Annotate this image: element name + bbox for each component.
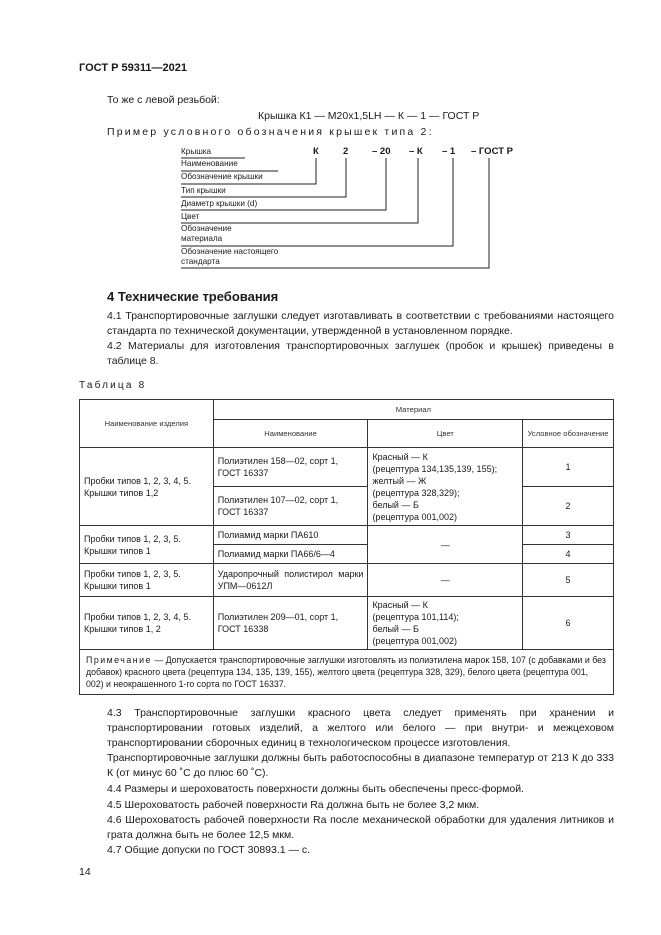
diagram-seg-standard: – ГОСТ Р (471, 146, 513, 157)
cell-item: Пробки типов 1, 2, 3, 5. Крышки типов 1 (80, 564, 214, 597)
cell-code: 2 (523, 487, 614, 526)
diagram-seg-diameter: – 20 (372, 146, 391, 157)
color-line: (рецептура 001,002) (372, 511, 458, 522)
cell-code: 6 (523, 597, 614, 650)
th-item: Наименование изделия (80, 400, 214, 448)
color-line: (рецептура 134,135,139, 155); (372, 463, 498, 474)
cell-code: 1 (523, 448, 614, 487)
color-line: белый — Б (372, 499, 419, 510)
paragraph-4-1-text: 4.1 Транспортировочные заглушки следует изготавливать в соответствии с требованиями настоящего стандарта по технической документации, утвержденной в установленном порядке. (107, 310, 614, 337)
diagram-seg-color: – К (409, 146, 423, 157)
table-row (80, 448, 614, 487)
cell-item: Пробки типов 1, 2, 3, 5. Крышки типов 1 (80, 526, 214, 564)
diagram-label-standard: Обозначение настоящего стандарта (181, 247, 279, 266)
cell-color-group2: — (368, 526, 523, 564)
color-line: (рецептура 101,114); (372, 612, 459, 622)
cell-name: Полиэтилен 209—01, сорт 1, ГОСТ 16338 (213, 597, 368, 650)
diagram-seg-material: – 1 (442, 146, 456, 157)
cell-code: 4 (523, 545, 614, 564)
diagram-label-color: Цвет (181, 212, 200, 221)
cell-name: Полиэтилен 158—02, сорт 1, ГОСТ 16337 (213, 448, 368, 487)
table-note (80, 650, 614, 695)
th-color: Цвет (368, 420, 523, 448)
color-line: Красный — К (372, 600, 428, 610)
table-caption: Таблица 8 (79, 380, 147, 391)
example-heading: Пример условного обозначения крышек типа 2: (107, 126, 434, 138)
paragraph-4-3-text: 4.3 Транспортировочные заглушки красного цвета следует применять при хранении и транспортировании готовых изделий, а желтого или белого — при внутри- и межцеховом транспортировании сборочных единиц в технологическом процессе изготовления. (107, 707, 614, 749)
paragraph-4-6 (79, 813, 614, 843)
section-title: 4 Технические требования (107, 289, 279, 304)
paragraph-4-1 (79, 309, 614, 339)
table-row (80, 597, 614, 650)
cell-code: 3 (523, 526, 614, 545)
diagram-label-diameter: Диаметр крышки (d) (181, 199, 258, 208)
diagram-label-type: Тип крышки (181, 186, 226, 195)
diagram-label-designation: Обозначение крышки (181, 172, 263, 181)
diagram-seg-k: К (313, 146, 319, 157)
cell-color-group4 (368, 597, 523, 650)
color-line: (рецептура 328,329); (372, 487, 460, 498)
paragraph-4-3-temp-text: Транспортировочные заглушки должны быть работоспособны в диапазоне температур от 213 К до 333 К (от минус 60 ˚С до плюс 60 ˚С). (107, 752, 614, 779)
color-line: белый — Б (372, 624, 419, 634)
left-thread-line: То же с левой резьбой: (107, 94, 220, 106)
color-line: Красный — К (372, 451, 428, 462)
diagram-label-name: Наименование (181, 159, 238, 168)
paragraph-4-4-text: 4.4 Размеры и шероховатость поверхности должны быть обеспечены пресс-формой. (107, 783, 524, 795)
materials-table (79, 399, 614, 695)
note-text: — Допускается транспортировочные заглушки изготовлять из полиэтилена марок 158, 107 (с добавками и без добавок) красного цвета (рецептура 134, 135, 139, 155), желтого цвета (рецептура 328, 329), белого цвета (рецептура 001, 002) и неокрашенного 1-го сорта по ГОСТ 16337. (86, 655, 606, 689)
paragraph-4-3-temp (79, 751, 614, 781)
cell-color: — (368, 564, 523, 597)
cell-name: Полиамид марки ПА66/6—4 (213, 545, 368, 564)
document-header: ГОСТ Р 59311—2021 (79, 62, 187, 74)
cell-code: 5 (523, 564, 614, 597)
paragraph-4-2-text: 4.2 Материалы для изготовления транспортировочных заглушек (пробок и крышек) приведены в таблице 8. (107, 340, 614, 367)
designation-formula: Крышка К1 — М20х1,5LH — К — 1 — ГОСТ Р (258, 110, 480, 122)
note-label: Примечание (86, 655, 152, 665)
paragraph-4-6-text: 4.6 Шероховатость рабочей поверхности Ra после механической обработки для удаления литников и грата должна быть не более 12,5 мкм. (107, 814, 614, 841)
cell-color-group1 (368, 448, 523, 526)
color-line: (рецептура 001,002) (372, 636, 458, 646)
cell-name: Ударопрочный полистирол марки УПМ—0612Л (213, 564, 368, 597)
th-code: Условное обозначение (523, 420, 614, 448)
cell-name: Полиэтилен 107—02, сорт 1, ГОСТ 16337 (213, 487, 368, 526)
cell-item: Пробки типов 1, 2, 3, 4, 5. Крышки типов 1, 2 (80, 597, 214, 650)
th-material: Материал (213, 400, 613, 420)
cell-name: Полиамид марки ПА610 (213, 526, 368, 545)
paragraph-4-7-text: 4.7 Общие допуски по ГОСТ 30893.1 — с. (107, 844, 311, 856)
diagram-label-material: Обозначение материала (181, 224, 232, 243)
th-name: Наименование (213, 420, 368, 448)
paragraph-4-5 (79, 798, 614, 813)
table-row (80, 564, 614, 597)
paragraph-4-7 (79, 843, 614, 858)
paragraph-4-4 (79, 782, 614, 797)
diagram-label-kryshka: Крышка (181, 147, 212, 156)
cell-item: Пробки типов 1, 2, 3, 4, 5. Крышки типов 1,2 (80, 448, 214, 526)
table-row (80, 526, 614, 545)
page-number: 14 (79, 866, 91, 878)
color-line: желтый — Ж (372, 475, 427, 486)
paragraph-4-5-text: 4.5 Шероховатость рабочей поверхности Ra должна быть не более 3,2 мкм. (107, 799, 480, 811)
paragraph-4-3 (79, 706, 614, 751)
table-note-row (80, 650, 614, 695)
diagram-seg-type: 2 (343, 146, 349, 157)
paragraph-4-2 (79, 339, 614, 369)
